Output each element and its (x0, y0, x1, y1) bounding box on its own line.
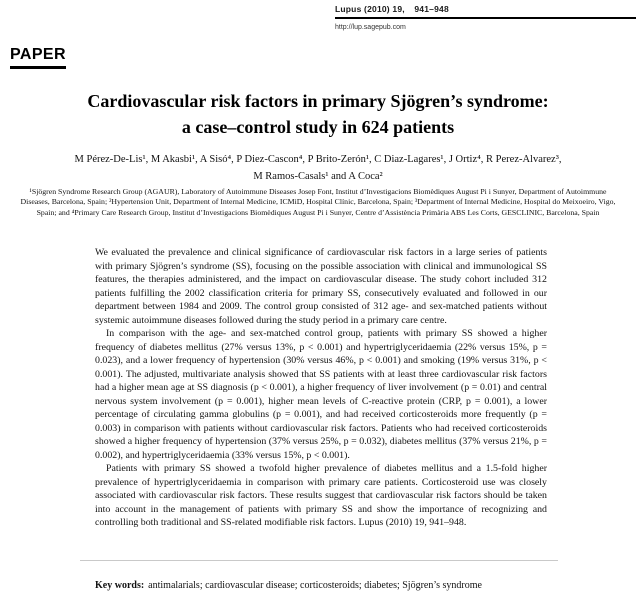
article-title-line2: a case–control study in 624 patients (181, 117, 455, 137)
journal-url: http://lup.sagepub.com (335, 24, 406, 31)
authors-block (0, 152, 636, 185)
masthead-rule (335, 17, 636, 19)
abstract (95, 246, 547, 530)
journal-citation-pages: 941–948 (414, 4, 449, 14)
journal-citation (335, 4, 636, 14)
authors-line-1: M Pérez-De-Lis¹, M Akasbi¹, A Sisó⁴, P Diez-Cascon⁴, P Brito-Zerón¹, C Diaz-Lagares¹, J Ortiz⁴, R Perez-Alvarez³, (74, 154, 562, 165)
keywords-line (95, 579, 555, 593)
affiliations: ¹Sjögren Syndrome Research Group (AGAUR), Laboratory of Autoimmune Diseases Josep Font, Institut d’Investigacions Biomèdiques August Pi i Sunyer, Department of Autoimmune Diseases, Barcelona, Spain; ²Hypertension Unit, Department of Internal Medicine, ICMiD, Hospital Clínic, Barcelona, Spain; ³Department of Internal Medicine, Hospital do Meixoeiro, Vigo, Spain; and ⁴Primary Care Research Group, Institut d’Investigacions Biomèdiques August Pi i Sunyer, Centre d’Assistència Primària ABS Les Corts, GESCLINIC, Barcelona, Spain (20, 187, 616, 217)
article-title (0, 88, 636, 140)
abstract-paragraph-1: We evaluated the prevalence and clinical significance of cardiovascular risk factors in a large series of patients with primary Sjögren’s syndrome (SS), focusing on the possible association with clinical and immunological SS features, the therapies administered, and the impact on cardiovascular disease. The study cohort included 312 patients fulfilling the 2002 classification criteria for primary SS, consecutively evaluated and followed in our department between 1984 and 2009. The control group consisted of 312 age- and sex-matched patients without systemic autoimmune diseases followed during the study period in a primary care centre. (95, 247, 547, 326)
authors-line-2: M Ramos-Casals¹ and A Coca² (253, 170, 383, 182)
keywords-label: Key words: (95, 580, 145, 591)
keywords-divider (80, 560, 558, 561)
journal-masthead (335, 4, 636, 31)
abstract-paragraph-2: In comparison with the age- and sex-matched control group, patients with primary SS showed a higher frequency of diabetes mellitus (27% versus 13%, p < 0.001) and hypertriglyceridaemia (22% versus 15%, p = 0.023), and a lower frequency of hypertension (30% versus 46%, p < 0.001) and smoking (19% versus 31%, p < 0.001). The adjusted, multivariate analysis showed that SS patients with at least three cardiovascular risk factors had a higher mean age at SS diagnosis (p < 0.001), a higher frequency of liver involvement (p = 0.01) and central nervous system involvement (p = 0.001), higher mean levels of C-reactive protein (CRP, p = 0.001), a lower percentage of circulating gamma globulins (p = 0.001), and had received corticosteroids more frequently (p = 0.003) in comparison with patients without cardiovascular risk factors. Patients who had received corticosteroids showed a higher frequency of hypertension (37% versus 25%, p = 0.032), diabetes mellitus (37% versus 21%, p = 0.002), and hypertriglyceridaemia (33% versus 15%, p < 0.001). (95, 328, 547, 461)
abstract-paragraph-3: Patients with primary SS showed a twofold higher prevalence of diabetes mellitus and a 1.5-fold higher prevalence of hypertriglyceridaemia in comparison with primary care patients. Corticosteroid use was closely associated with cardiovascular risk factors. These results suggest that cardiovascular risk factors should be taken into account in the management of patients with primary SS and show the importance of recognizing and controlling both traditional and SS-related modifiable risk factors. Lupus (2010) 19, 941–948. (95, 463, 547, 528)
article-title-line1: Cardiovascular risk factors in primary Sjögren’s syndrome: (87, 91, 549, 111)
section-label-paper: PAPER (10, 46, 66, 69)
keywords-text: antimalarials; cardiovascular disease; corticosteroids; diabetes; Sjögren’s syndrome (148, 580, 482, 591)
journal-citation-text: Lupus (2010) 19, (335, 4, 405, 14)
